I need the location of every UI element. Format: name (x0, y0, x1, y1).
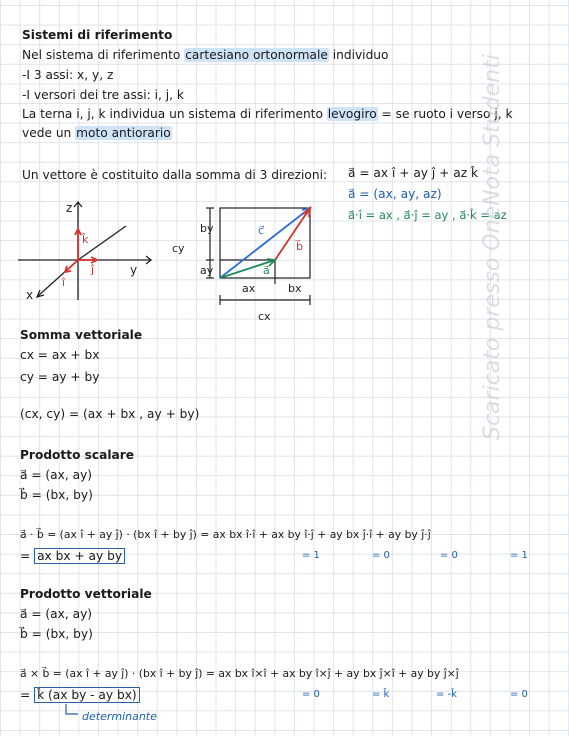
section-title-somma: Somma vettoriale (20, 328, 143, 342)
scalare-vector-a: a⃗ = (ax, ay) (20, 468, 93, 482)
label-vector-a: a⃗ (263, 264, 270, 277)
section-title-scalare: Prodotto scalare (20, 448, 135, 462)
determinante-arrow (62, 704, 82, 720)
vettoriale-under-1: = 0 (302, 689, 320, 700)
vettoriale-under-4: = 0 (510, 689, 528, 700)
vettoriale-under-3: = -k̂ (436, 689, 457, 700)
vettoriale-expression: a⃗ × b⃗ = (ax î + ay ĵ) · (bx î + by ĵ) = ax bx î×î + ax by î×ĵ + ay bx ĵ×î + ay by ĵ×ĵ (20, 667, 459, 680)
highlight-levogiro: levogiro (327, 107, 377, 121)
section-title-sistemi: Sistemi di riferimento (22, 28, 173, 42)
determinante-note: determinante (82, 710, 157, 723)
axes-diagram (18, 198, 158, 303)
vettoriale-under-2: = k̂ (372, 689, 390, 700)
scalare-under-4: = 1 (510, 550, 528, 561)
somma-line-3: (cx, cy) = (ax + bx , ay + by) (20, 407, 200, 421)
text-line-5-pre: vede un (22, 126, 76, 140)
text-line-1-post: individuo (328, 48, 389, 62)
highlight-cartesiano: cartesiano ortonormale (185, 48, 328, 62)
somma-line-2: cy = ay + by (20, 370, 100, 384)
vettoriale-result-line: = k̂ (ax by - ay bx) (20, 688, 140, 703)
equation-a: a⃗ = ax î + ay ĵ + az k̂ (348, 166, 479, 180)
vettoriale-vector-b: b⃗ = (bx, by) (20, 627, 93, 641)
equation-dot-versors: a⃗·î = ax , a⃗·ĵ = ay , a⃗·k̂ = az (348, 208, 507, 222)
text-line-1 (22, 48, 388, 63)
text-line-2: -I 3 assi: x, y, z (22, 68, 114, 82)
label-ax: ax (242, 282, 256, 295)
scalare-vector-b: b⃗ = (bx, by) (20, 488, 93, 502)
text-line-4 (22, 107, 513, 122)
label-cx: cx (258, 310, 271, 323)
versor-label-j: ĵ (91, 263, 95, 276)
vector-intro: Un vettore è costituito dalla somma di 3 direzioni: (22, 168, 328, 182)
axis-label-x: x (26, 288, 34, 302)
text-line-5 (22, 126, 172, 141)
scalare-under-2: = 0 (372, 550, 390, 561)
scalare-expression: a⃗ · b⃗ = (ax î + ay ĵ) · (bx î + by ĵ) = ax bx î·î + ax by î·ĵ + ay bx ĵ·î + ay by ĵ·ĵ (20, 528, 431, 541)
vector-sum-diagram (170, 200, 330, 330)
equation-a-components: a⃗ = (ax, ay, az) (348, 187, 442, 201)
text-line-4-pre: La terna i, j, k individua un sistema di riferimento (22, 107, 327, 121)
axis-label-z: z (66, 201, 73, 215)
watermark: Scaricato presso OneNota Studenti (480, 54, 505, 440)
scalare-under-3: = 0 (440, 550, 458, 561)
label-by: by (200, 222, 214, 235)
vettoriale-result: k̂ (ax by - ay bx) (34, 687, 140, 703)
section-title-vettoriale: Prodotto vettoriale (20, 587, 152, 601)
versor-label-i: î (62, 276, 66, 289)
highlight-moto-antiorario: moto antiorario (76, 126, 171, 140)
label-vector-c: c⃗ (258, 224, 265, 237)
text-line-3: -I versori dei tre assi: i, j, k (22, 88, 184, 102)
versor-label-k: k̂ (82, 233, 89, 246)
label-bx: bx (288, 282, 302, 295)
label-cy: cy (172, 242, 185, 255)
label-ay: ay (200, 264, 214, 277)
vettoriale-vector-a: a⃗ = (ax, ay) (20, 607, 93, 621)
scalare-under-1: = 1 (302, 550, 320, 561)
text-line-1-pre: Nel sistema di riferimento (22, 48, 185, 62)
text-line-4-post: = se ruoto i verso j, k (377, 107, 513, 121)
scalare-result-line: = ax bx + ay by (20, 549, 125, 564)
somma-line-1: cx = ax + bx (20, 348, 100, 362)
scalare-result: ax bx + ay by (34, 548, 125, 564)
label-vector-b: b⃗ (296, 240, 303, 253)
axis-label-y: y (130, 263, 138, 277)
